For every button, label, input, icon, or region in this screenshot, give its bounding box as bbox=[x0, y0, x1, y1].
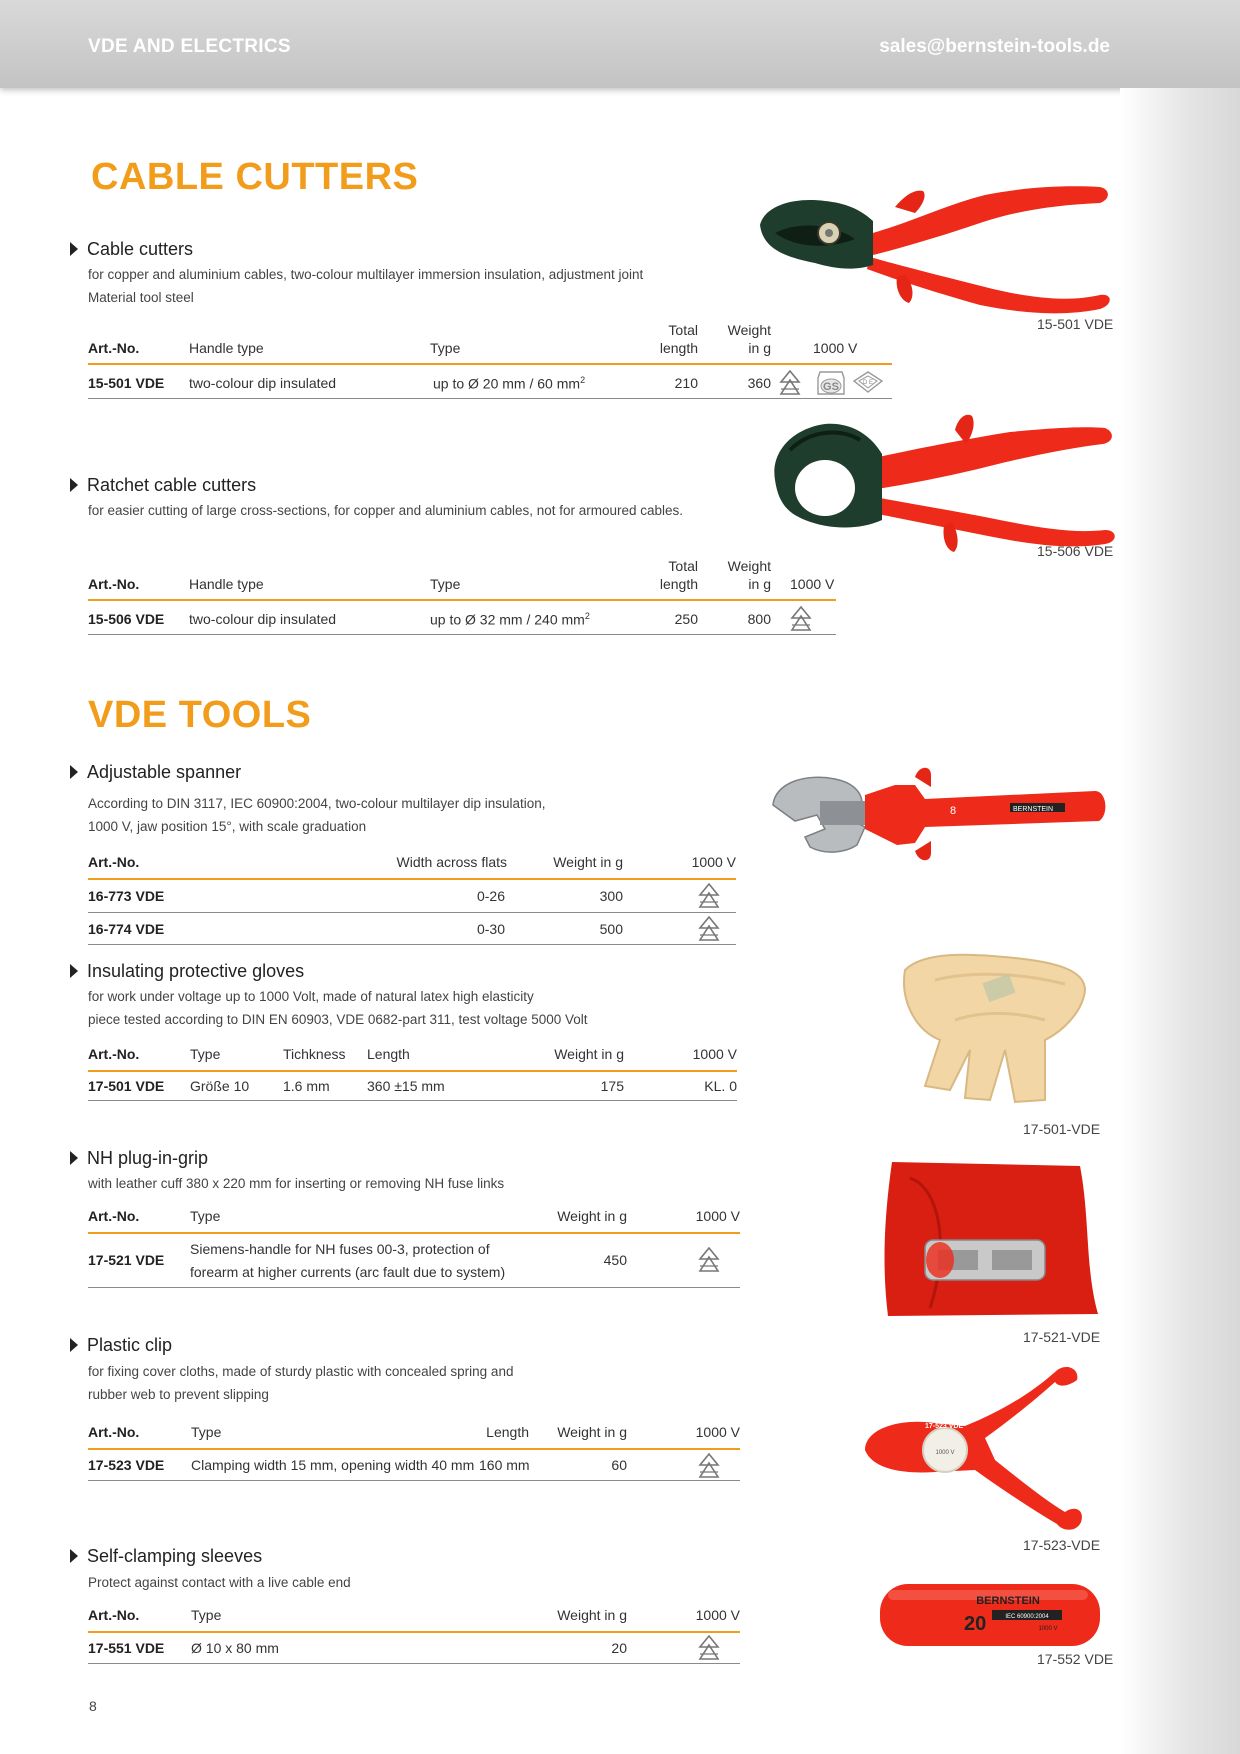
image-caption: 15-506 VDE bbox=[1037, 543, 1114, 559]
col-header-voltage: 1000 V bbox=[692, 1046, 737, 1062]
col-header-type: Type bbox=[191, 1607, 222, 1623]
vde-de-mark-icon bbox=[852, 370, 884, 394]
vde-triangle-icon bbox=[698, 883, 720, 909]
col-header-handle: Handle type bbox=[189, 340, 264, 356]
product-desc-line: Protect against contact with a live cable end bbox=[88, 1575, 351, 1590]
page-edge-shade bbox=[1120, 88, 1240, 1754]
col-header-type: Type bbox=[190, 1208, 221, 1224]
col-header-weight: Weight in g bbox=[554, 1046, 624, 1062]
cell-weight: 450 bbox=[603, 1252, 627, 1268]
product-title: Self-clamping sleeves bbox=[87, 1546, 263, 1566]
cell-weight: 300 bbox=[599, 888, 623, 904]
cell-length: 160 mm bbox=[479, 1457, 530, 1473]
product-desc-line: According to DIN 3117, IEC 60900:2004, two-colour multilayer dip insulation, bbox=[88, 796, 546, 811]
sleeve-voltage-text: 1000 V bbox=[1038, 1626, 1058, 1632]
col-header-weight-unit: in g bbox=[748, 576, 771, 592]
vde-triangle-icon bbox=[698, 1453, 720, 1479]
cell-art-no: 16-773 VDE bbox=[88, 888, 165, 904]
row-divider bbox=[88, 912, 736, 913]
cell-width: 0-26 bbox=[476, 888, 505, 904]
gs-seal-icon bbox=[814, 368, 848, 398]
col-header-type: Type bbox=[190, 1046, 221, 1062]
table-header-rule bbox=[88, 1070, 737, 1072]
cell-art-no: 17-551 VDE bbox=[88, 1640, 165, 1656]
col-header-total: Total bbox=[668, 558, 698, 574]
section-label: VDE AND ELECTRICS bbox=[88, 36, 291, 57]
product-desc-line: 1000 V, jaw position 15°, with scale graduation bbox=[88, 819, 367, 834]
cell-type-superscript: 2 bbox=[580, 375, 586, 385]
adjustable-spanner-image bbox=[765, 765, 1110, 870]
col-header-art-no: Art.-No. bbox=[88, 340, 140, 356]
gs-seal-text: GS bbox=[823, 381, 839, 393]
col-header-length: length bbox=[659, 340, 698, 356]
cell-weight: 175 bbox=[600, 1078, 624, 1094]
table-header-rule bbox=[88, 1448, 740, 1450]
sleeve-brand-text: BERNSTEIN bbox=[976, 1595, 1040, 1607]
bullet-triangle-icon bbox=[70, 242, 78, 256]
product-title: Cable cutters bbox=[87, 239, 194, 259]
cell-thickness: 1.6 mm bbox=[283, 1078, 330, 1094]
col-header-total: Total bbox=[668, 322, 698, 338]
cell-art-no: 17-521 VDE bbox=[88, 1252, 165, 1268]
cell-handle: two-colour dip insulated bbox=[189, 611, 337, 627]
product-heading-spanner bbox=[70, 762, 241, 783]
table-bottom-rule bbox=[88, 944, 736, 945]
nh-plug-grip-image bbox=[880, 1158, 1105, 1318]
col-header-voltage: 1000 V bbox=[695, 1424, 740, 1440]
col-header-width: Width across flats bbox=[396, 854, 507, 870]
cell-weight: 60 bbox=[611, 1457, 627, 1473]
cell-type: Größe 10 bbox=[190, 1078, 250, 1094]
cell-weight: 800 bbox=[747, 611, 771, 627]
product-desc-line: piece tested according to DIN EN 60903, VDE 0682-part 311, test voltage 5000 Volt bbox=[88, 1012, 588, 1027]
col-header-art-no: Art.-No. bbox=[88, 1208, 140, 1224]
product-desc-line: rubber web to prevent slipping bbox=[88, 1387, 269, 1402]
table-header-rule bbox=[88, 878, 736, 880]
product-desc-line: for easier cutting of large cross-sections, for copper and aluminium cables, not for armoured cables. bbox=[88, 503, 684, 518]
cell-type bbox=[430, 611, 590, 628]
col-header-type: Type bbox=[191, 1424, 222, 1440]
cell-type bbox=[433, 375, 585, 392]
sleeve-standard-text: IEC 60900:2004 bbox=[1005, 1614, 1049, 1620]
col-header-length: Length bbox=[486, 1424, 529, 1440]
email-link[interactable]: sales@bernstein-tools.de bbox=[879, 36, 1110, 57]
bullet-triangle-icon bbox=[70, 765, 78, 779]
cell-weight: 20 bbox=[611, 1640, 627, 1656]
col-header-art-no: Art.-No. bbox=[88, 576, 140, 592]
self-clamping-sleeve-image bbox=[878, 1580, 1103, 1650]
de-mark-text: D E bbox=[862, 380, 874, 386]
cell-length: 250 bbox=[674, 611, 698, 627]
vde-triangle-icon bbox=[779, 370, 801, 396]
bullet-triangle-icon bbox=[70, 1151, 78, 1165]
image-caption: 17-552 VDE bbox=[1037, 1651, 1114, 1667]
product-heading-cable-cutters bbox=[70, 239, 193, 260]
col-header-weight: Weight bbox=[727, 558, 771, 574]
image-caption: 17-501-VDE bbox=[1023, 1121, 1101, 1137]
bullet-triangle-icon bbox=[70, 964, 78, 978]
cell-type: Clamping width 15 mm, opening width 40 mm bbox=[191, 1457, 475, 1473]
col-header-weight: Weight in g bbox=[557, 1607, 627, 1623]
col-header-weight: Weight bbox=[727, 322, 771, 338]
product-heading-plastic-clip bbox=[70, 1335, 172, 1356]
cell-type-superscript: 2 bbox=[584, 611, 590, 621]
product-title: Insulating protective gloves bbox=[87, 961, 305, 981]
product-heading-ratchet bbox=[70, 475, 256, 496]
spanner-brand-text: BERNSTEIN bbox=[1013, 806, 1054, 813]
product-desc-line: for fixing cover cloths, made of sturdy plastic with concealed spring and bbox=[88, 1364, 514, 1379]
clip-voltage-text: 1000 V bbox=[935, 1450, 955, 1456]
table-bottom-rule bbox=[88, 634, 836, 635]
cell-art-no: 16-774 VDE bbox=[88, 921, 165, 937]
cell-art-no: 15-506 VDE bbox=[88, 611, 165, 627]
cell-art-no: 17-523 VDE bbox=[88, 1457, 165, 1473]
section-title-vde-tools: VDE TOOLS bbox=[88, 694, 312, 736]
vde-triangle-icon bbox=[698, 916, 720, 942]
table-header-rule bbox=[88, 1232, 740, 1234]
spanner-size-text: 8 bbox=[950, 805, 957, 817]
cell-voltage-class: KL. 0 bbox=[704, 1078, 737, 1094]
cell-type-text: up to Ø 20 mm / 60 mm bbox=[433, 375, 581, 392]
vde-triangle-icon bbox=[698, 1247, 720, 1273]
plastic-clip-image bbox=[845, 1360, 1095, 1535]
ratchet-cutter-image bbox=[770, 410, 1120, 560]
cell-length: 210 bbox=[674, 375, 698, 391]
col-header-type: Type bbox=[430, 576, 461, 592]
product-title: NH plug-in-grip bbox=[87, 1148, 209, 1168]
col-header-length: length bbox=[659, 576, 698, 592]
product-heading-gloves bbox=[70, 961, 304, 982]
col-header-length: Length bbox=[367, 1046, 410, 1062]
col-header-art-no: Art.-No. bbox=[88, 1424, 140, 1440]
sleeve-size-text: 20 bbox=[964, 1613, 987, 1635]
product-heading-nh-grip bbox=[70, 1148, 208, 1169]
product-desc-line: for work under voltage up to 1000 Volt, made of natural latex high elasticity bbox=[88, 989, 534, 1004]
table-bottom-rule bbox=[88, 1287, 740, 1288]
vde-triangle-icon bbox=[790, 606, 812, 632]
cell-type-line: Siemens-handle for NH fuses 00-3, protection of bbox=[190, 1241, 490, 1257]
cell-type-text: up to Ø 32 mm / 240 mm bbox=[430, 611, 585, 628]
cable-cutter-image bbox=[755, 165, 1115, 315]
col-header-weight: Weight in g bbox=[553, 854, 623, 870]
product-heading-sleeves bbox=[70, 1546, 262, 1567]
bullet-triangle-icon bbox=[70, 478, 78, 492]
product-title: Ratchet cable cutters bbox=[87, 475, 257, 495]
product-desc-line: for copper and aluminium cables, two-colour multilayer immersion insulation, adjustment joint bbox=[88, 267, 644, 282]
cell-type-line: forearm at higher currents (arc fault due to system) bbox=[190, 1264, 506, 1280]
image-caption: 15-501 VDE bbox=[1037, 316, 1114, 332]
top-bar bbox=[0, 0, 1240, 88]
col-header-voltage: 1000 V bbox=[691, 854, 736, 870]
col-header-handle: Handle type bbox=[189, 576, 264, 592]
cell-art-no: 17-501 VDE bbox=[88, 1078, 165, 1094]
image-caption: 17-523-VDE bbox=[1023, 1537, 1101, 1553]
vde-triangle-icon bbox=[698, 1635, 720, 1661]
col-header-thickness: Tichkness bbox=[283, 1046, 346, 1062]
clip-label-text: 17-523 VDE bbox=[925, 1423, 964, 1430]
product-title: Plastic clip bbox=[87, 1335, 173, 1355]
col-header-type: Type bbox=[430, 340, 461, 356]
product-title: Adjustable spanner bbox=[87, 762, 242, 782]
table-header-rule bbox=[88, 599, 836, 601]
page-number: 8 bbox=[89, 1698, 97, 1714]
cell-handle: two-colour dip insulated bbox=[189, 375, 337, 391]
col-header-voltage: 1000 V bbox=[695, 1607, 740, 1623]
cell-art-no: 15-501 VDE bbox=[88, 375, 165, 391]
col-header-weight: Weight in g bbox=[557, 1424, 627, 1440]
cell-length: 360 ±15 mm bbox=[367, 1078, 445, 1094]
table-bottom-rule bbox=[88, 1663, 740, 1664]
table-bottom-rule bbox=[88, 1100, 737, 1101]
product-desc-line: Material tool steel bbox=[88, 290, 194, 305]
protective-gloves-image bbox=[895, 950, 1095, 1110]
col-header-weight: Weight in g bbox=[557, 1208, 627, 1224]
table-header-rule bbox=[88, 363, 892, 365]
bullet-triangle-icon bbox=[70, 1338, 78, 1352]
cell-weight: 500 bbox=[599, 921, 623, 937]
table-bottom-rule bbox=[88, 398, 892, 399]
cell-width: 0-30 bbox=[476, 921, 505, 937]
col-header-voltage: 1000 V bbox=[790, 576, 835, 592]
col-header-art-no: Art.-No. bbox=[88, 1046, 140, 1062]
bullet-triangle-icon bbox=[70, 1549, 78, 1563]
cell-type: Ø 10 x 80 mm bbox=[191, 1640, 279, 1656]
col-header-weight-unit: in g bbox=[748, 340, 771, 356]
table-bottom-rule bbox=[88, 1480, 740, 1481]
table-header-rule bbox=[88, 1631, 740, 1633]
image-caption: 17-521-VDE bbox=[1023, 1329, 1101, 1345]
col-header-art-no: Art.-No. bbox=[88, 854, 140, 870]
cell-weight: 360 bbox=[747, 375, 771, 391]
col-header-voltage: 1000 V bbox=[695, 1208, 740, 1224]
col-header-voltage: 1000 V bbox=[813, 340, 858, 356]
product-desc-line: with leather cuff 380 x 220 mm for inserting or removing NH fuse links bbox=[88, 1176, 505, 1191]
col-header-art-no: Art.-No. bbox=[88, 1607, 140, 1623]
section-title-cable-cutters: CABLE CUTTERS bbox=[91, 156, 419, 198]
